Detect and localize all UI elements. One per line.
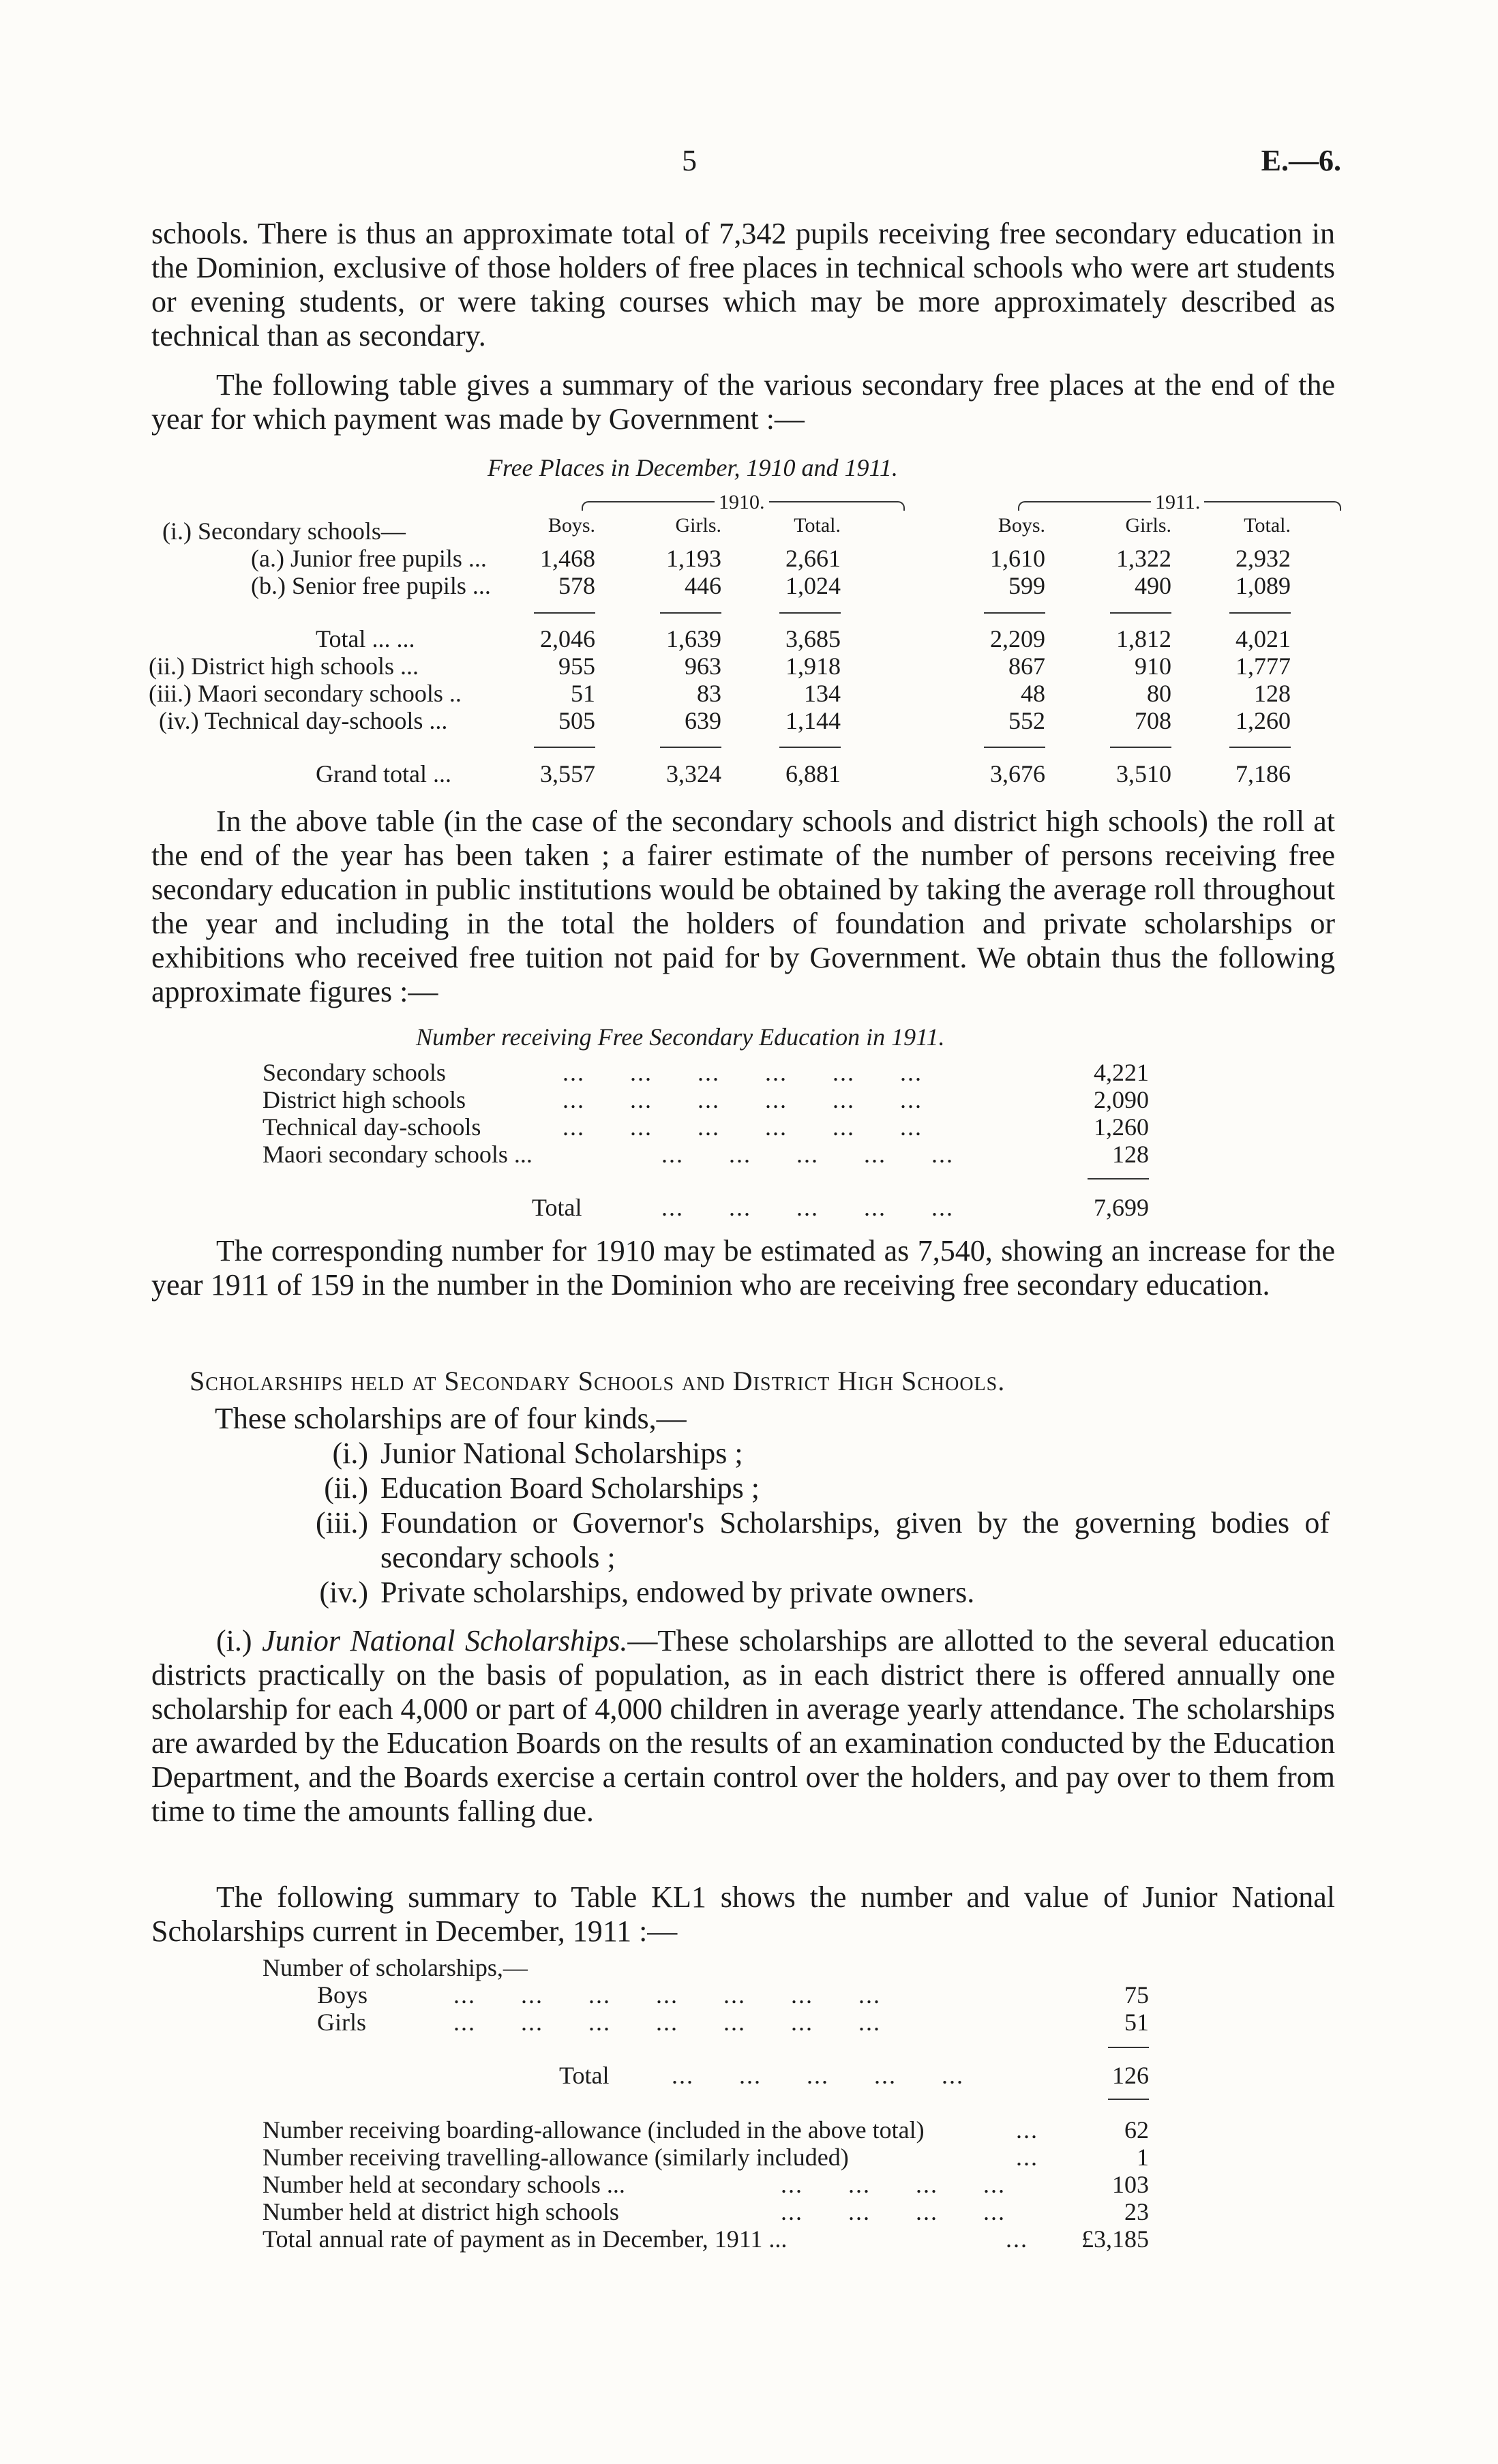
paragraph-table-intro: The following table gives a summary of the various secondary free places at the end of the year for which payment was made by Government :— xyxy=(151,368,1335,436)
cell: 7,186 xyxy=(1235,760,1291,787)
sum-rule xyxy=(1108,2047,1149,2048)
list-number: (ii.) xyxy=(324,1471,368,1505)
cell: 103 xyxy=(1112,2171,1149,2198)
scholarship-kinds-intro: These scholarships are of four kinds,— xyxy=(215,1402,687,1435)
cell: 2,090 xyxy=(1094,1086,1149,1113)
total-label: Total xyxy=(532,1194,582,1221)
cell: 639 xyxy=(685,707,721,734)
cell: 490 xyxy=(1135,572,1171,599)
cell: 3,676 xyxy=(990,760,1045,787)
list-number: (iii.) xyxy=(316,1506,368,1539)
document-code: E.—6. xyxy=(1261,144,1341,177)
row-label: (b.) Senior free pupils ... xyxy=(251,572,491,599)
sum-rule xyxy=(1229,612,1291,614)
sum-rule xyxy=(1229,747,1291,748)
cell: 599 xyxy=(1008,572,1045,599)
cell: 3,324 xyxy=(666,760,721,787)
cell: 963 xyxy=(685,652,721,680)
paragraph-title: Junior National Scholarships. xyxy=(262,1624,628,1657)
cell: 1,610 xyxy=(990,545,1045,572)
sum-rule xyxy=(984,747,1045,748)
sum-rule xyxy=(1110,612,1171,614)
year-1911: 1911. xyxy=(1151,489,1204,516)
col-total-1911: Total. xyxy=(1244,514,1291,537)
sum-rule xyxy=(660,747,721,748)
cell: 6,881 xyxy=(785,760,841,787)
sum-rule xyxy=(1110,747,1171,748)
list-item xyxy=(286,1505,1330,1575)
cell: 51 xyxy=(1124,2009,1149,2036)
row-label: Grand total ... xyxy=(316,760,451,787)
cell: 505 xyxy=(558,707,595,734)
cell: 1,639 xyxy=(666,625,721,652)
row-label: Secondary schools xyxy=(263,1059,446,1086)
cell: 128 xyxy=(1112,1141,1149,1168)
row-label: Number held at secondary schools ... xyxy=(263,2171,625,2198)
free-places-table xyxy=(149,487,1342,801)
page-number: 5 xyxy=(682,144,697,177)
cell: 708 xyxy=(1135,707,1171,734)
row-label: Number receiving travelling-allowance (similarly included) xyxy=(263,2144,849,2171)
cell: 3,557 xyxy=(540,760,595,787)
paragraph-number: (i.) xyxy=(216,1624,252,1657)
row-label: (ii.) District high schools ... xyxy=(149,652,419,680)
list-item xyxy=(286,1471,1330,1505)
row-label: District high schools xyxy=(263,1086,466,1113)
list-text: Private scholarships, endowed by private owners. xyxy=(380,1576,975,1609)
row-label: Total annual rate of payment as in December, 1911 ... xyxy=(263,2225,788,2253)
cell: 2,932 xyxy=(1235,545,1291,572)
section-heading-scholarships: Scholarships held at Secondary Schools and District High Schools. xyxy=(190,1366,1006,1396)
list-text: Junior National Scholarships ; xyxy=(380,1437,743,1470)
cell: 23 xyxy=(1124,2198,1149,2225)
scholarship-kinds-list xyxy=(286,1436,1330,1610)
cell: 1,193 xyxy=(666,545,721,572)
cell: 75 xyxy=(1124,1981,1149,2009)
row-label: (iii.) Maori secondary schools .. xyxy=(149,680,462,707)
row-label: Boys xyxy=(317,1981,368,2009)
row-label: Technical day-schools xyxy=(263,1113,481,1141)
cell: 1,812 xyxy=(1116,625,1171,652)
paragraph-junior-national xyxy=(151,1624,1335,1829)
row-label: Total ... ... xyxy=(316,625,415,652)
cell: 2,046 xyxy=(540,625,595,652)
list-item xyxy=(286,1436,1330,1471)
col-boys-1910: Boys. xyxy=(548,514,595,537)
cell: 1,260 xyxy=(1094,1113,1149,1141)
year-1910: 1910. xyxy=(715,489,769,516)
sum-rule xyxy=(534,612,595,614)
row-label: Number receiving boarding-allowance (included in the above total) xyxy=(263,2116,925,2144)
paragraph-body: —These scholarships are allotted to the several education districts practically on the basis of population, as in each district there is offered annually one scholarship for each 4,000 or part of 4,000 children in average yearly attendance. The scholarships are awarded by the Education Boards on the results of an examination conducted by the Education Department, and the Boards exercise a certain control over the holders, and pay over to them from time to time the amounts falling due. xyxy=(151,1624,1336,1828)
cell: 867 xyxy=(1008,652,1045,680)
paragraph-fairer-estimate: In the above table (in the case of the secondary schools and district high schools) the roll at the end of the year has been taken ; a fairer estimate of the number of persons receiving free secondary education in public institutions would be obtained by taking the average roll throughout the year and including in the total the holders of foundation and private scholarships or exhibitions who received free tuition not paid for by Government. We obtain thus the following approximate figures :— xyxy=(151,805,1335,1008)
cell: 80 xyxy=(1147,680,1171,707)
row-label: Number of scholarships,— xyxy=(263,1954,528,1981)
sum-rule xyxy=(1108,2099,1149,2100)
cell: 4,021 xyxy=(1235,625,1291,652)
list-text: Foundation or Governor's Scholarships, given by the governing bodies of secondary schools ; xyxy=(380,1506,1330,1574)
free-secondary-table: Secondary schools ... ... ... ... ... ... 4,221 District high schools ... ... ... ... ... ... 2,090 Technical day-schools ... ... ... ... ... ... 1,260 Maori secondary schools ... ... ... ... ... ... 128 Total ... ... ... ... ... 7,699 xyxy=(263,1059,1149,1221)
col-girls-1911: Girls. xyxy=(1125,514,1171,537)
cell: £3,185 xyxy=(1081,2225,1149,2253)
row-label: (i.) Secondary schools— xyxy=(162,517,406,545)
sum-rule xyxy=(660,612,721,614)
cell: 1,777 xyxy=(1235,652,1291,680)
cell: 1 xyxy=(1137,2144,1149,2171)
cell: 62 xyxy=(1124,2116,1149,2144)
cell: 1,918 xyxy=(785,652,841,680)
row-label: Girls xyxy=(317,2009,366,2036)
cell: 552 xyxy=(1008,707,1045,734)
cell: 48 xyxy=(1021,680,1045,707)
col-girls-1910: Girls. xyxy=(675,514,721,537)
cell: 51 xyxy=(571,680,595,707)
cell: 1,024 xyxy=(785,572,841,599)
list-item xyxy=(286,1575,1330,1610)
list-number: (iv.) xyxy=(319,1576,368,1609)
cell: 134 xyxy=(804,680,841,707)
total-value: 7,699 xyxy=(1094,1194,1149,1221)
cell: 1,260 xyxy=(1235,707,1291,734)
total-value: 126 xyxy=(1112,2062,1149,2089)
cell: 1,144 xyxy=(785,707,841,734)
sum-rule xyxy=(779,747,841,748)
cell: 3,510 xyxy=(1116,760,1171,787)
paragraph-free-total: schools. There is thus an approximate total of 7,342 pupils receiving free secondary education in the Dominion, exclusive of those holders of free places in technical schools who were art students or evening students, or were taking courses which may be more approximately described as technical than as secondary. xyxy=(151,217,1335,352)
sum-rule xyxy=(779,612,841,614)
col-boys-1911: Boys. xyxy=(998,514,1045,537)
cell: 128 xyxy=(1254,680,1291,707)
list-text: Education Board Scholarships ; xyxy=(380,1471,760,1505)
row-label: (iv.) Technical day-schools ... xyxy=(159,707,448,734)
sum-rule xyxy=(984,612,1045,614)
paragraph-summary-intro: The following summary to Table KL1 shows the number and value of Junior National Scholarships current in December, 1911 :— xyxy=(151,1880,1335,1948)
cell: 955 xyxy=(558,652,595,680)
cell: 578 xyxy=(558,572,595,599)
row-label: (a.) Junior free pupils ... xyxy=(251,545,487,572)
cell: 4,221 xyxy=(1094,1059,1149,1086)
cell: 2,209 xyxy=(990,625,1045,652)
row-label: Maori secondary schools ... xyxy=(263,1141,533,1168)
table2-caption: Number receiving Free Secondary Education in 1911. xyxy=(416,1023,945,1051)
sum-rule xyxy=(534,747,595,748)
sum-rule xyxy=(1088,1178,1149,1180)
paragraph-1910-comparison: The corresponding number for 1910 may be estimated as 7,540, showing an increase for the year 1911 of 159 in the number in the Dominion who are receiving free secondary education. xyxy=(151,1234,1335,1302)
cell: 3,685 xyxy=(785,625,841,652)
row-label: Number held at district high schools xyxy=(263,2198,619,2225)
cell: 446 xyxy=(685,572,721,599)
total-label: Total xyxy=(559,2062,610,2089)
cell: 1,468 xyxy=(540,545,595,572)
junior-scholarships-table: Number of scholarships,— Boys ... ... ... ... ... ... ... 75 Girls ... ... ... ... ... ... ... 51 Total ... ... ... ... ... 126 Number receiving boarding-allowance (included in the above total) ... 62 Number receiving travelling-allowance (similarly included) ... 1 Number held at secondary schools ... ... ... ... ... 103 Number held at district high schools ... ... ... ... 23 Total annual rate of payment as in December, 1911 ... ... £3,185 xyxy=(263,1954,1149,2253)
list-number: (i.) xyxy=(332,1437,368,1470)
cell: 83 xyxy=(697,680,721,707)
cell: 1,089 xyxy=(1235,572,1291,599)
cell: 1,322 xyxy=(1116,545,1171,572)
table1-caption: Free Places in December, 1910 and 1911. xyxy=(488,454,898,481)
cell: 2,661 xyxy=(785,545,841,572)
col-total-1910: Total. xyxy=(794,514,841,537)
cell: 910 xyxy=(1135,652,1171,680)
